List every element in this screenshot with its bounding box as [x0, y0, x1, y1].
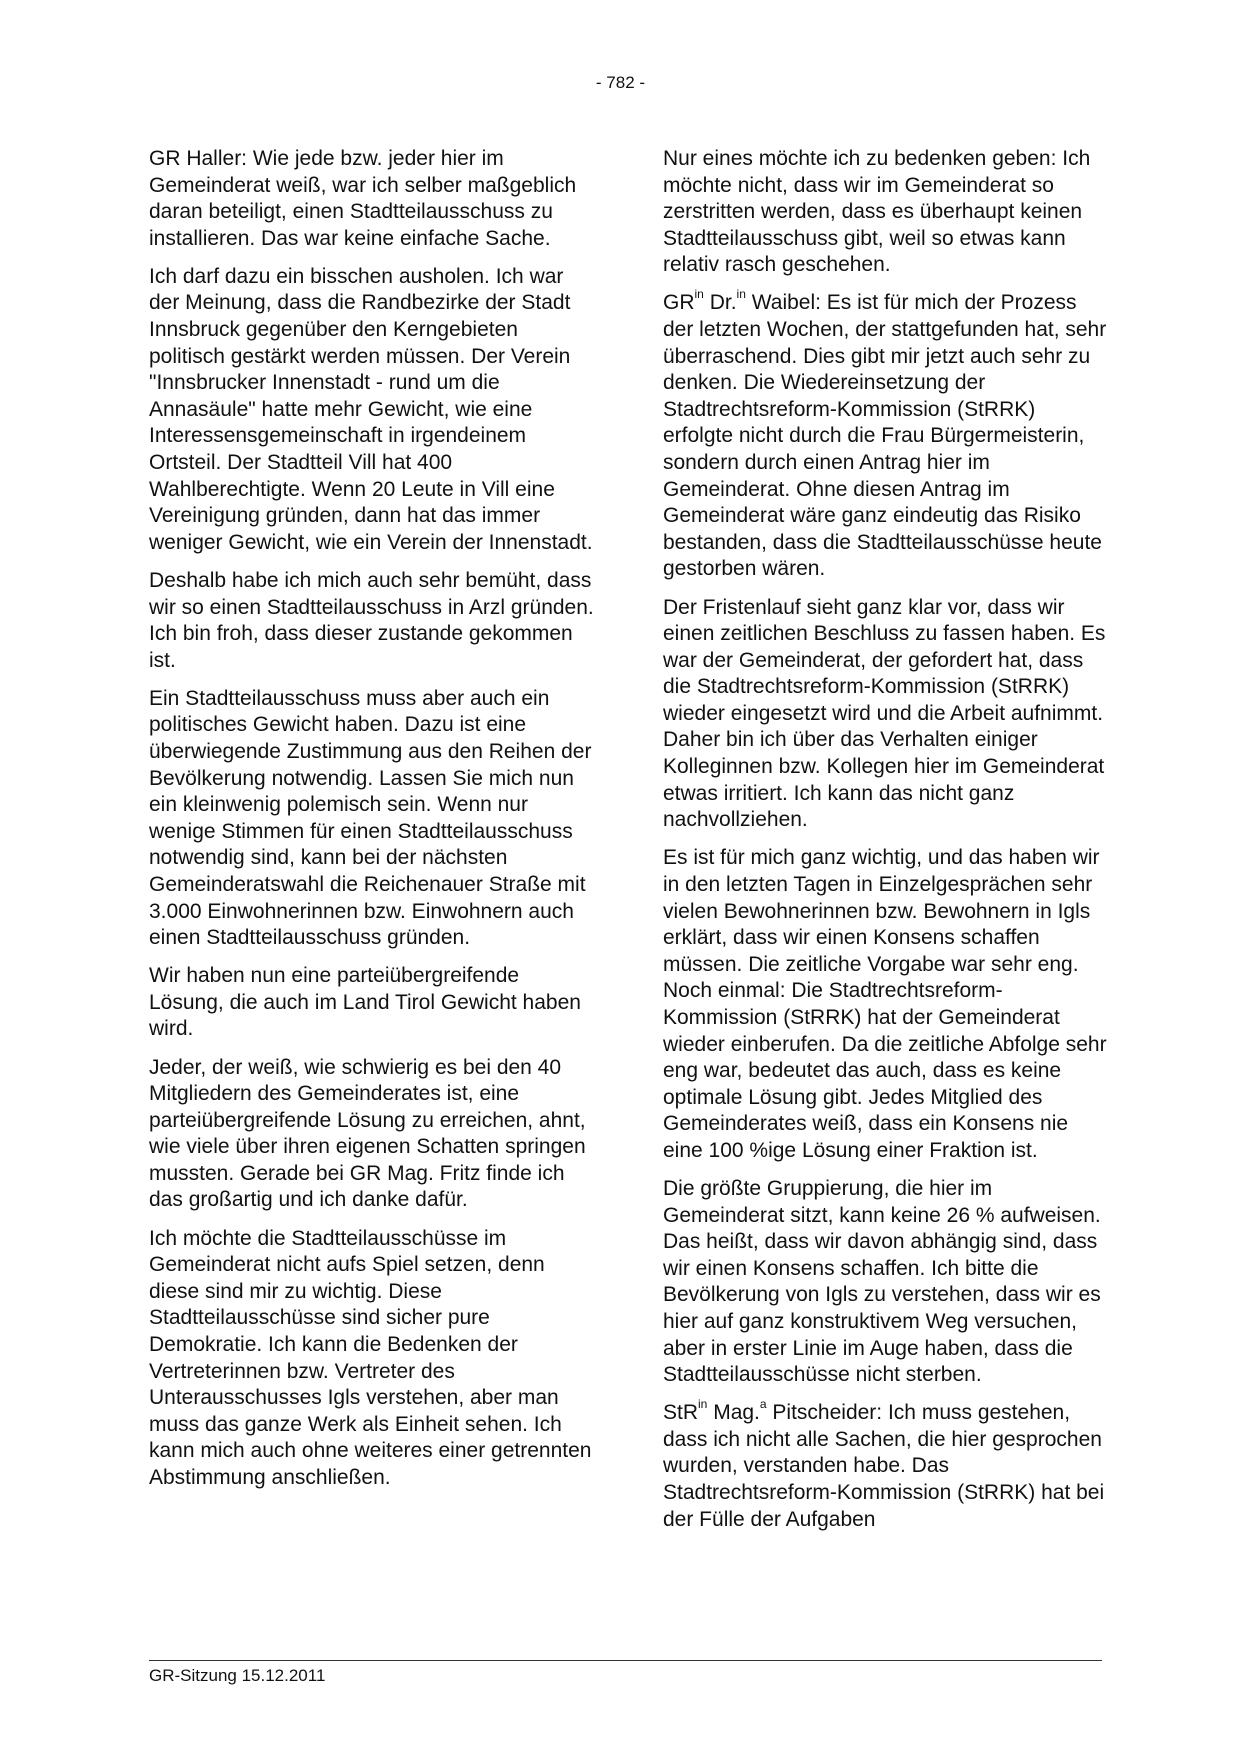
paragraph: GR Haller: Wie jede bzw. jeder hier im Gemeinderat weiß, war ich selber maßgeblich daran beteiligt, einen Stadtteilausschuss zu installieren. Das war keine einfache Sache. [149, 147, 577, 250]
speaker-title: GR [663, 291, 695, 315]
speaker-degree: Mag. [713, 1401, 760, 1425]
paragraph-speaker-pitscheider [663, 1397, 1108, 1533]
paragraph: Die größte Gruppierung, die hier im Gemeinderat sitzt, kann keine 26 % aufweisen. Das heißt, dass wir davon abhängig sind, dass wir einen Konsens schaffen. Ich bitte die Bevölkerung von Igls zu verstehen, dass wir es hier auf ganz konstruktivem Weg versuchen, aber in erster Linie im Auge haben, dass die Stadtteilausschüsse nicht sterben. [663, 1176, 1101, 1387]
speaker-title: StR [663, 1401, 699, 1425]
paragraph: Der Fristenlauf sieht ganz klar vor, dass wir einen zeitlichen Beschluss zu fassen haben. Es war der Gemeinderat, der gefordert hat, dass die Stadtrechtsreform-Kommission (StRRK) wieder eingesetzt wird und die Arbeit aufnimmt. Daher bin ich über das Verhalten einiger Kolleginnen bzw. Kollegen hier im Gemeinderat etwas irritiert. Ich kann das nicht ganz nachvollziehen. [663, 595, 1106, 832]
speaker-title-sup: in [694, 287, 704, 302]
paragraph-speaker-waibel [663, 287, 1108, 583]
footer-session-date: GR-Sitzung 15.12.2011 [149, 1666, 326, 1685]
speaker-degree-sup: in [736, 287, 746, 302]
page-number: - 782 - [595, 73, 646, 92]
footer-divider [149, 1660, 1102, 1661]
paragraph: Es ist für mich ganz wichtig, und das haben wir in den letzten Tagen in Einzelgesprächen sehr vielen Bewohnerinnen bzw. Bewohnern in Igls erklärt, dass wir einen Konsens schaffen müssen. Die zeitliche Vorgabe war sehr eng. Noch einmal: Die Stadtrechtsreform-Kommission (StRRK) hat der Gemeinderat wieder einberufen. Da die zeitliche Abfolge sehr eng war, bedeutet das auch, dass es keine optimale Lösung gibt. Jedes Mitglied des Gemeinderates weiß, dass ein Konsens nie eine 100 %ige Lösung einer Fraktion ist. [663, 846, 1107, 1162]
paragraph: Deshalb habe ich mich auch sehr bemüht, dass wir so einen Stadtteilausschuss in Arzl gründen. Ich bin froh, dass dieser zustande gekommen ist. [149, 568, 594, 672]
paragraph: Wir haben nun eine parteiübergreifende Lösung, die auch im Land Tirol Gewicht haben wird. [149, 964, 581, 1041]
right-column [663, 146, 1108, 1545]
paragraph: Ich darf dazu ein bisschen ausholen. Ich war der Meinung, dass die Randbezirke der Stadt Innsbruck gegenüber den Kerngebieten politisch gestärkt werden müssen. Der Verein "Innsbrucker Innenstadt - rund um die Annasäule" hatte mehr Gewicht, wie eine Interessensgemeinschaft in irgendeinem Ortsteil. Der Stadtteil Vill hat 400 Wahlberechtigte. Wenn 20 Leute in Vill eine Vereinigung gründen, dann hat das immer weniger Gewicht, wie ein Verein der Innenstadt. [149, 264, 593, 554]
paragraph-text: Waibel: Es ist für mich der Prozess der letzten Wochen, der stattgefunden hat, sehr überraschend. Dies gibt mir jetzt auch sehr zu denken. Die Wiedereinsetzung der Stadtrechtsreform-Kommission (StRRK) erfolgte nicht durch die Frau Bürgermeisterin, sondern durch einen Antrag hier im Gemeinderat. Ohne diesen Antrag im Gemeinderat wäre ganz eindeutig das Risiko bestanden, dass die Stadtteilausschüsse heute gestorben wären. [663, 291, 1107, 581]
speaker-title-sup: in [698, 1397, 708, 1412]
paragraph: Ich möchte die Stadtteilausschüsse im Gemeinderat nicht aufs Spiel setzen, denn diese sind mir zu wichtig. Diese Stadtteilausschüsse sind sicher pure Demokratie. Ich kann die Bedenken der Vertreterinnen bzw. Vertreter des Unterausschusses Igls verstehen, aber man muss das ganze Werk als Einheit sehen. Ich kann mich auch ohne weiteres einer getrennten Abstimmung anschließen. [149, 1226, 592, 1489]
speaker-degree-sup: a [759, 1397, 767, 1412]
speaker-degree: Dr. [709, 291, 737, 315]
paragraph: Jeder, der weiß, wie schwierig es bei den 40 Mitgliedern des Gemeinderates ist, eine parteiübergreifende Lösung zu erreichen, ahnt, wie viele über ihren eigenen Schatten springen mussten. Gerade bei GR Mag. Fritz finde ich das großartig und ich danke dafür. [149, 1055, 586, 1212]
paragraph-text: Pitscheider: Ich muss gestehen, dass ich nicht alle Sachen, die hier gesprochen wurden, verstanden habe. Das Stadtrechtsreform-Kommission (StRRK) hat bei der Fülle der Aufgaben [663, 1401, 1105, 1531]
paragraph: Ein Stadtteilausschuss muss aber auch ein politisches Gewicht haben. Dazu ist eine überwiegende Zustimmung aus den Reihen der Bevölkerung notwendig. Lassen Sie mich nun ein kleinwenig polemisch sein. Wenn nur wenige Stimmen für einen Stadtteilausschuss notwendig sind, kann bei der nächsten Gemeinderatswahl die Reichenauer Straße mit 3.000 Einwohnerinnen bzw. Einwohnern auch einen Stadtteilausschuss gründen. [149, 686, 592, 950]
paragraph: Nur eines möchte ich zu bedenken geben: Ich möchte nicht, dass wir im Gemeinderat so zerstritten werden, dass es überhaupt keinen Stadtteilausschuss gibt, weil so etwas kann relativ rasch geschehen. [663, 147, 1091, 277]
left-column [149, 146, 594, 1503]
